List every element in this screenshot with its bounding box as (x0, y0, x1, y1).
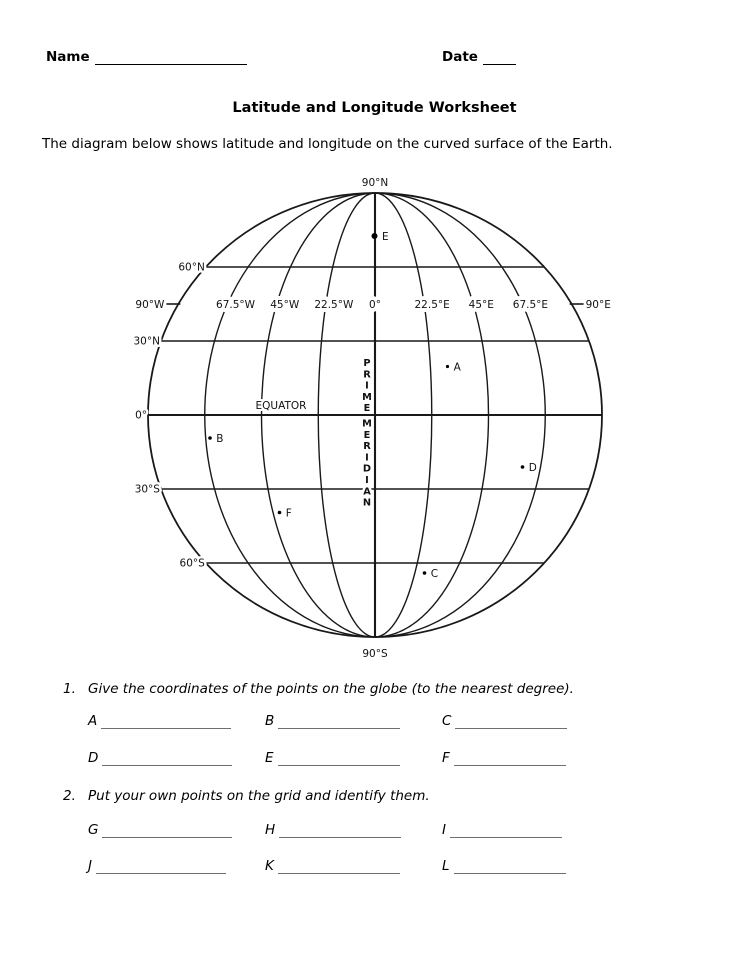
answer-letter-I: I (442, 822, 446, 838)
pole-label-north: 90°N (361, 177, 389, 189)
answer-blank-F (454, 751, 566, 766)
point-label-C: C (430, 567, 439, 580)
answer-blank-E (278, 751, 400, 766)
answer-cell-H (265, 822, 401, 839)
prime-meridian-letter: I (365, 452, 369, 464)
answer-cell-J (88, 858, 226, 875)
answer-blank-G (102, 823, 232, 838)
pole-label-south: 90°S (362, 648, 388, 660)
prime-meridian-letter: M (362, 418, 372, 430)
latitude-label--60: 60°S (179, 557, 205, 570)
latitude-label-60: 60°N (178, 261, 205, 274)
longitude-label-22.5: 22.5°E (414, 299, 450, 311)
point-dot-E (372, 233, 378, 239)
question-2 (63, 788, 430, 804)
answer-cell-B (265, 713, 400, 730)
point-label-B: B (216, 432, 224, 445)
answer-letter-F: F (442, 749, 450, 766)
answer-cell-K (265, 858, 400, 875)
point-dot-F (278, 511, 282, 515)
answer-blank-D (102, 751, 232, 766)
point-dot-B (208, 436, 212, 440)
intro-text: The diagram below shows latitude and longitude on the curved surface of the Earth. (42, 136, 613, 152)
answer-cell-D (88, 750, 232, 767)
question-1 (63, 681, 574, 697)
answer-cell-E (265, 750, 400, 767)
answer-letter-G: G (88, 822, 99, 838)
prime-meridian-letter: D (362, 463, 372, 475)
answer-letter-H: H (265, 822, 276, 838)
prime-meridian-letter: R (363, 441, 371, 453)
prime-meridian-letter: A (363, 486, 371, 498)
point-label-D: D (528, 461, 537, 474)
point-label-E: E (382, 230, 389, 243)
answer-blank-H (279, 823, 401, 838)
answer-letter-L: L (442, 858, 450, 874)
date-label: Date (442, 49, 478, 65)
answer-letter-J: J (88, 858, 92, 874)
answer-cell-L (442, 858, 566, 875)
question-1-number: 1. (63, 681, 76, 697)
prime-meridian-letter: M (362, 391, 372, 403)
longitude-label-45: 45°E (468, 299, 494, 311)
prime-meridian-letter: N (362, 497, 372, 509)
longitude-label-90: 90°E (585, 299, 611, 311)
prime-meridian-letter: E (363, 429, 371, 441)
prime-meridian-letter: R (363, 369, 371, 381)
point-dot-A (446, 365, 449, 368)
answer-blank-K (278, 859, 400, 874)
name-label: Name (46, 49, 90, 65)
latitude-label--30: 30°S (134, 483, 160, 496)
prime-meridian-letter: I (365, 380, 369, 392)
prime-meridian-letter: P (363, 358, 371, 369)
answer-letter-B: B (265, 713, 275, 729)
longitude-label--90: 90°W (135, 299, 165, 311)
point-dot-D (521, 465, 525, 469)
answer-cell-G (88, 822, 232, 839)
longitude-label-67.5: 67.5°E (512, 299, 549, 311)
answer-blank-J (96, 859, 226, 874)
answer-letter-C: C (442, 713, 452, 729)
answer-letter-D: D (88, 749, 99, 766)
question-2-text: Put your own points on the grid and identify them. (88, 788, 430, 804)
question-1-text: Give the coordinates of the points on the globe (to the nearest degree). (88, 681, 574, 697)
answer-letter-A: A (88, 713, 98, 729)
longitude-label--67.5: 67.5°W (216, 299, 256, 311)
answer-cell-F (442, 750, 566, 767)
answer-blank-A (101, 714, 231, 729)
answer-blank-L (454, 859, 566, 874)
latitude-label-0: 0° (135, 409, 147, 422)
prime-meridian-letter: E (363, 403, 371, 415)
latitude-label-30: 30°N (133, 335, 160, 348)
prime-meridian-letter: I (365, 475, 369, 486)
point-label-A: A (453, 361, 461, 374)
answer-cell-A (88, 713, 231, 730)
answer-letter-K: K (265, 858, 274, 874)
point-label-F: F (285, 507, 292, 520)
answer-blank-I (450, 823, 562, 838)
longitude-label--22.5: 22.5°W (314, 299, 354, 311)
answer-blank-C (455, 714, 567, 729)
longitude-label--45: 45°W (270, 299, 300, 311)
answer-cell-C (442, 713, 567, 730)
longitude-label-0: 0° (369, 299, 381, 311)
question-2-number: 2. (63, 788, 76, 804)
equator-label: EQUATOR (255, 400, 307, 412)
answer-cell-I (442, 822, 562, 839)
answer-letter-E: E (265, 749, 274, 766)
answer-blank-B (278, 714, 400, 729)
point-dot-C (423, 571, 427, 575)
page-title: Latitude and Longitude Worksheet (232, 100, 517, 116)
